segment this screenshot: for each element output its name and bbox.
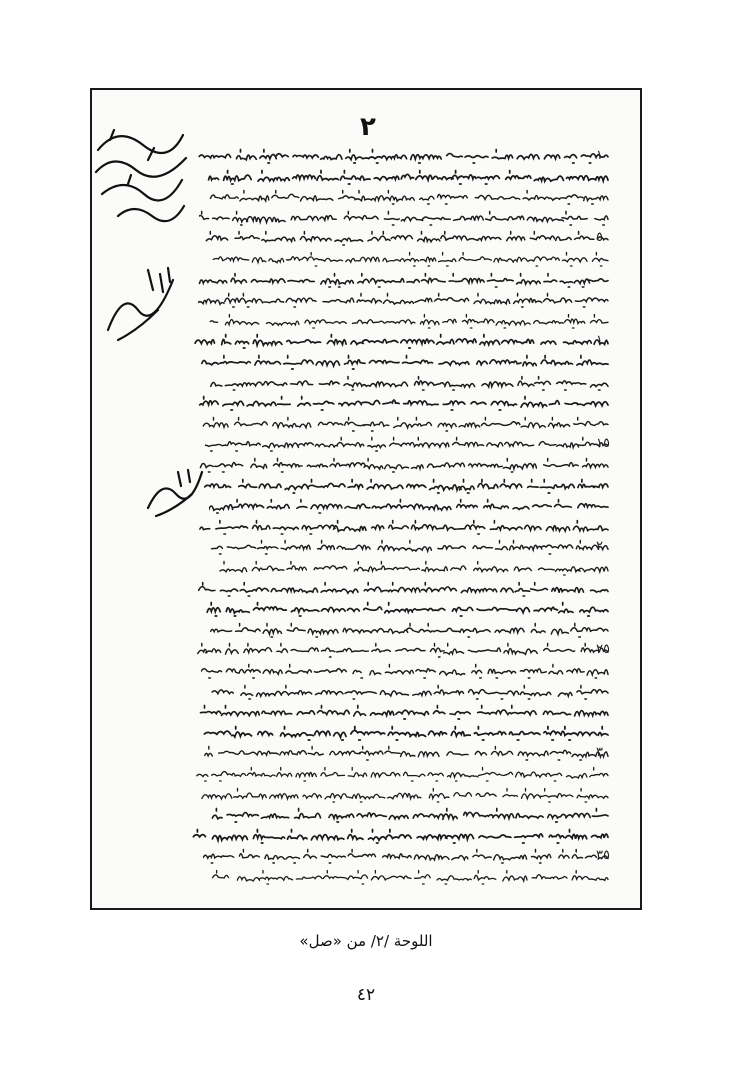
manuscript-line (198, 272, 610, 288)
manuscript-line (193, 333, 610, 349)
line-number: ١٠ (596, 333, 610, 349)
manuscript-line (210, 375, 610, 391)
manuscript-line (208, 189, 610, 205)
manuscript-line (199, 704, 610, 720)
line-number: ٣٠ (596, 745, 610, 761)
manuscript-line (201, 354, 610, 370)
page-folio-number: ٤٢ (356, 985, 376, 1005)
manuscript-line (205, 436, 610, 452)
manuscript-line (201, 725, 610, 741)
manuscript-line (202, 745, 610, 761)
manuscript-line (205, 539, 610, 555)
manuscript-line (198, 292, 610, 308)
line-number: ١٥ (596, 436, 610, 452)
manuscript-line (205, 230, 610, 246)
manuscript-line (209, 498, 610, 514)
manuscript-line (201, 787, 610, 803)
manuscript-line (203, 848, 610, 864)
manuscript-line (199, 210, 610, 226)
margin-annotation-top (88, 120, 198, 230)
manuscript-line (196, 519, 610, 535)
manuscript-page-number: ٢ (360, 112, 376, 142)
line-number: ٥ (596, 230, 603, 246)
line-number: ٣٥ (596, 848, 610, 864)
manuscript-line (195, 148, 610, 164)
manuscript-line (202, 478, 610, 494)
margin-annotation-middle (98, 260, 188, 350)
manuscript-line (197, 395, 610, 411)
manuscript-line (195, 766, 610, 782)
manuscript-line (191, 828, 610, 844)
manuscript-line (212, 251, 610, 267)
manuscript-line (207, 313, 610, 329)
manuscript-line (205, 169, 610, 185)
manuscript-line (211, 807, 610, 823)
manuscript-line (205, 601, 610, 617)
manuscript-line (195, 581, 610, 597)
manuscript-line (207, 622, 610, 638)
manuscript-line (201, 416, 610, 432)
line-number: ٢٠ (596, 539, 610, 555)
manuscript-line (211, 560, 610, 576)
manuscript-line (208, 684, 610, 700)
line-number: ١ (596, 148, 603, 163)
line-number: ٢٥ (596, 642, 610, 658)
manuscript-line (195, 642, 610, 658)
manuscript-line (209, 869, 610, 885)
manuscript-line (201, 663, 610, 679)
plate-caption: اللوحة /٢/ من «صل» (299, 932, 433, 950)
manuscript-line (196, 457, 610, 473)
